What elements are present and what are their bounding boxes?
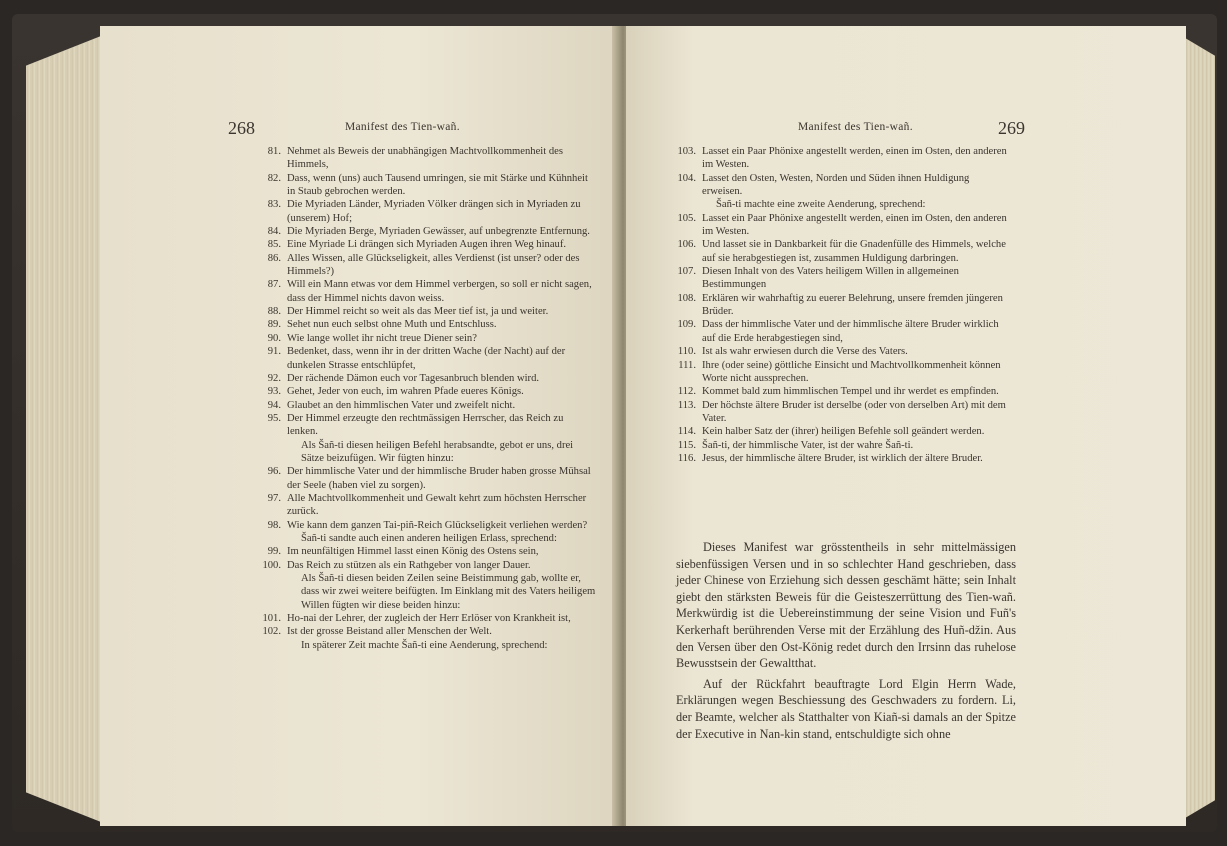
- verse-text: Wie kann dem ganzen Tai-piñ-Reich Glückseligkeit verliehen werden?: [287, 519, 588, 531]
- verse-text: Dass, wenn (uns) auch Tausend umringen, sie mit Stärke und Kühnheit in Staub gebrochen werden.: [287, 172, 588, 198]
- verse-number: 111.: [678, 359, 696, 371]
- verse-text: Der höchste ältere Bruder ist derselbe (oder von derselben Art) mit dem Vater.: [702, 399, 1006, 424]
- verse-number: 106.: [677, 239, 696, 251]
- verse-text: Lasset ein Paar Phönixe angestellt werden, einen im Osten, den anderen im Westen.: [702, 212, 1007, 238]
- verse-number: 105.: [677, 212, 696, 224]
- page-edges-left: [26, 34, 106, 824]
- verse-number: 84.: [267, 226, 281, 238]
- verse-text: Alle Machtvollkommenheit und Gewalt kehrt zum höchsten Herrscher zurück.: [287, 492, 587, 518]
- verse-number: 87.: [267, 279, 281, 291]
- verse-text: Die Myriaden Länder, Myriaden Völker drängen sich in Myriaden zu (unserem) Hof;: [287, 199, 581, 224]
- verse-text: Lasset ein Paar Phönixe angestellt werden, einen im Osten, den anderen im Westen.: [702, 146, 1007, 171]
- verse-entry: [256, 372, 596, 385]
- verse-number: 115.: [677, 439, 696, 451]
- verse-entry: [256, 145, 596, 172]
- verse-number: 82.: [267, 172, 281, 184]
- prose-text: [676, 539, 1016, 742]
- verse-entry: [256, 412, 596, 439]
- verse-number: 97.: [267, 492, 281, 504]
- verse-number: 104.: [677, 172, 696, 184]
- verse-entry: [671, 212, 1007, 239]
- verse-entry: [256, 612, 596, 625]
- right-page: [626, 26, 1186, 826]
- verse-number: 103.: [677, 146, 696, 157]
- verse-text: Als Šañ-ti diesen beiden Zeilen seine Beistimmung gab, wollte er, dass wir zwei weitere beifügten. Im Einklang mit des Vaters heiligem Willen fügten wir diese beiden hinzu:: [301, 573, 596, 611]
- verse-number: 116.: [677, 452, 696, 464]
- verse-entry: [256, 238, 596, 251]
- verse-text: Alles Wissen, alle Glückseligkeit, alles Verdienst (ist unser? oder des Himmels?): [287, 252, 580, 278]
- verse-text: Eine Myriade Li drängen sich Myriaden Augen ihren Weg hinauf.: [287, 239, 567, 251]
- verse-number: 101.: [262, 613, 281, 625]
- verse-entry: [256, 399, 596, 412]
- verse-entry: [671, 265, 1007, 292]
- narrative-line: [256, 439, 596, 466]
- verse-number: 90.: [267, 332, 281, 344]
- verse-entry: [671, 439, 1007, 452]
- verse-text: In späterer Zeit machte Šañ-ti eine Aenderung, sprechend:: [301, 639, 548, 651]
- verse-entry: [256, 465, 596, 492]
- verse-entry: [256, 625, 596, 638]
- verse-text: Ihre (oder seine) göttliche Einsicht und Machtvollkommenheit können Worte nicht aussprechen.: [702, 359, 1001, 384]
- verse-number: 86.: [267, 252, 281, 264]
- verse-number: 107.: [677, 266, 696, 278]
- verse-text: Erklären wir wahrhaftig zu euerer Belehrung, unsere fremden jüngeren Brüder.: [702, 292, 1003, 318]
- verse-text: Jesus, der himmlische ältere Bruder, ist wirklich der ältere Bruder.: [702, 452, 983, 464]
- running-header: Manifest des Tien-wañ.: [345, 121, 460, 133]
- verse-entry: [256, 225, 596, 238]
- verse-text: Die Myriaden Berge, Myriaden Gewässer, auf unbegrenzte Entfernung.: [287, 226, 590, 238]
- verse-text: Gehet, Jeder von euch, im wahren Pfade eueres Königs.: [287, 386, 524, 398]
- verse-entry: [256, 172, 596, 199]
- verse-number: 113.: [677, 399, 696, 411]
- verse-entry: [671, 172, 1007, 199]
- verse-number: 91.: [267, 346, 281, 358]
- page-number: 268: [228, 118, 255, 138]
- verse-number: 102.: [262, 626, 281, 638]
- verse-number: 93.: [267, 386, 281, 398]
- left-page: [100, 26, 620, 826]
- verse-number: 85.: [267, 239, 281, 251]
- verse-text: Glaubet an den himmlischen Vater und zweifelt nicht.: [287, 399, 516, 411]
- verse-entry: [671, 318, 1007, 345]
- verse-text: Sehet nun euch selbst ohne Muth und Entschluss.: [287, 319, 497, 331]
- verse-entry: [256, 559, 596, 572]
- verse-text: Das Reich zu stützen als ein Rathgeber von langer Dauer.: [287, 559, 531, 571]
- verse-entry: [256, 318, 596, 331]
- page-number: 269: [998, 118, 1025, 138]
- verse-entry: [256, 492, 596, 519]
- verse-text: Diesen Inhalt von des Vaters heiligem Willen in allgemeinen Bestimmungen: [702, 266, 959, 291]
- verse-entry: [671, 399, 1007, 426]
- verse-number: 108.: [677, 292, 696, 304]
- verse-text: Kommet bald zum himmlischen Tempel und ihr werdet es empfinden.: [702, 386, 999, 398]
- verse-entry: [256, 252, 596, 279]
- verse-text: Kein halber Satz der (ihrer) heiligen Befehle soll geändert werden.: [702, 426, 985, 438]
- verse-text: Ho-nai der Lehrer, der zugleich der Herr Erlöser von Krankheit ist,: [287, 613, 571, 625]
- verse-number: 81.: [267, 146, 281, 157]
- verse-text: Dass der himmlische Vater und der himmlische ältere Bruder wirklich auf die Erde herabgestiegen sind,: [702, 319, 999, 344]
- verse-text: Šañ-ti machte eine zweite Aenderung, sprechend:: [716, 199, 926, 211]
- verse-number: 89.: [267, 319, 281, 331]
- verse-number: 98.: [267, 519, 281, 531]
- verse-text: Bedenket, dass, wenn ihr in der dritten Wache (der Nacht) auf der dunkelen Strasse entschlüpfet,: [287, 346, 566, 371]
- verse-text: Der rächende Dämon euch vor Tagesanbruch blenden wird.: [287, 372, 540, 384]
- verse-number: 99.: [267, 546, 281, 558]
- verse-entry: [256, 345, 596, 372]
- verse-entry: [671, 425, 1007, 438]
- verse-entry: [671, 359, 1007, 386]
- narrative-line: [256, 532, 596, 545]
- verse-entry: [256, 545, 596, 558]
- verse-number: 88.: [267, 306, 281, 318]
- verse-entry: [671, 238, 1007, 265]
- verse-text: Ist der grosse Beistand aller Menschen der Welt.: [287, 626, 492, 638]
- verse-list: [671, 145, 1007, 465]
- verse-text: Als Šañ-ti diesen heiligen Befehl herabsandte, gebot er uns, drei Sätze beizufügen. Wir fügten hinzu:: [301, 439, 574, 464]
- verse-text: Lasset den Osten, Westen, Norden und Süden ihnen Huldigung erweisen.: [702, 172, 970, 198]
- verse-number: 110.: [677, 346, 696, 358]
- verse-text: Šañ-ti sandte auch einen anderen heiligen Erlass, sprechend:: [301, 532, 557, 544]
- verse-text: Will ein Mann etwas vor dem Himmel verbergen, so soll er nicht sagen, dass der Himmel nichts davon weiss.: [287, 279, 592, 304]
- verse-text: Nehmet als Beweis der unabhängigen Machtvollkommenheit des Himmels,: [287, 146, 563, 171]
- verse-entry: [256, 385, 596, 398]
- verse-entry: [256, 332, 596, 345]
- verse-entry: [671, 345, 1007, 358]
- verse-entry: [256, 519, 596, 532]
- verse-number: 96.: [267, 466, 281, 478]
- verse-number: 112.: [677, 386, 696, 398]
- verse-entry: [256, 305, 596, 318]
- verse-number: 95.: [267, 412, 281, 424]
- verse-text: Und lasset sie in Dankbarkeit für die Gnadenfülle des Himmels, welche auf sie herabgestiegen ist, zusammen Huldigung darbringen.: [702, 239, 1006, 264]
- verse-text: Wie lange wollet ihr nicht treue Diener sein?: [287, 332, 477, 344]
- verse-entry: [256, 198, 596, 225]
- verse-entry: [671, 292, 1007, 319]
- verse-number: 92.: [267, 372, 281, 384]
- verse-text: Der himmlische Vater und der himmlische Bruder haben grosse Mühsal der Seele (haben viel zu sorgen).: [287, 466, 591, 491]
- verse-list: [256, 145, 596, 652]
- verse-text: Im neunfältigen Himmel lasst einen König des Ostens sein,: [287, 546, 539, 558]
- running-header: Manifest des Tien-wañ.: [798, 121, 913, 133]
- verse-entry: [671, 145, 1007, 172]
- verse-number: 114.: [677, 426, 696, 438]
- verse-text: Der Himmel reicht so weit als das Meer tief ist, ja und weiter.: [287, 306, 549, 318]
- verse-number: 83.: [267, 199, 281, 211]
- narrative-line: [256, 639, 596, 652]
- verse-entry: [256, 278, 596, 305]
- verse-entry: [671, 385, 1007, 398]
- paragraph: Auf der Rückfahrt beauftragte Lord Elgin Herrn Wade, Erklärungen wegen Beschiessung des Geschwaders zu fordern. Li, der Beamte, welcher als Statthalter von Kiañ-si damals an der Spitze der Executive in Nan-kin stand, entschuldigte sich ohne: [676, 676, 1016, 741]
- verse-text: Šañ-ti, der himmlische Vater, ist der wahre Šañ-ti.: [702, 439, 914, 451]
- verse-number: 94.: [267, 399, 281, 411]
- narrative-line: [671, 198, 1007, 211]
- verse-text: Der Himmel erzeugte den rechtmässigen Herrscher, das Reich zu lenken.: [287, 412, 564, 438]
- verse-entry: [671, 452, 1007, 465]
- verse-number: 109.: [677, 319, 696, 331]
- narrative-line: [256, 572, 596, 612]
- paragraph: Dieses Manifest war grösstentheils in sehr mittelmässigen siebenfüssigen Versen und in so schlechter Hand geschrieben, dass jeder Chinese von Erziehung sich dessen geschämt hätte; sein Inhalt giebt den stärksten Beweis für die Geisteszerrüttung des Tien-wañ. Merkwürdig ist die Uebereinstimmung der seine Vision und Fuñ's Kerkerhaft berührenden Verse mit der Erzählung des Huñ-džin. Aus den Versen über den Ost-König redet durch den Irrsinn das ruhelose Bewusstsein der Gewaltthat.: [676, 540, 1016, 671]
- verse-text: Ist als wahr erwiesen durch die Verse des Vaters.: [702, 346, 908, 358]
- verse-number: 100.: [262, 559, 281, 571]
